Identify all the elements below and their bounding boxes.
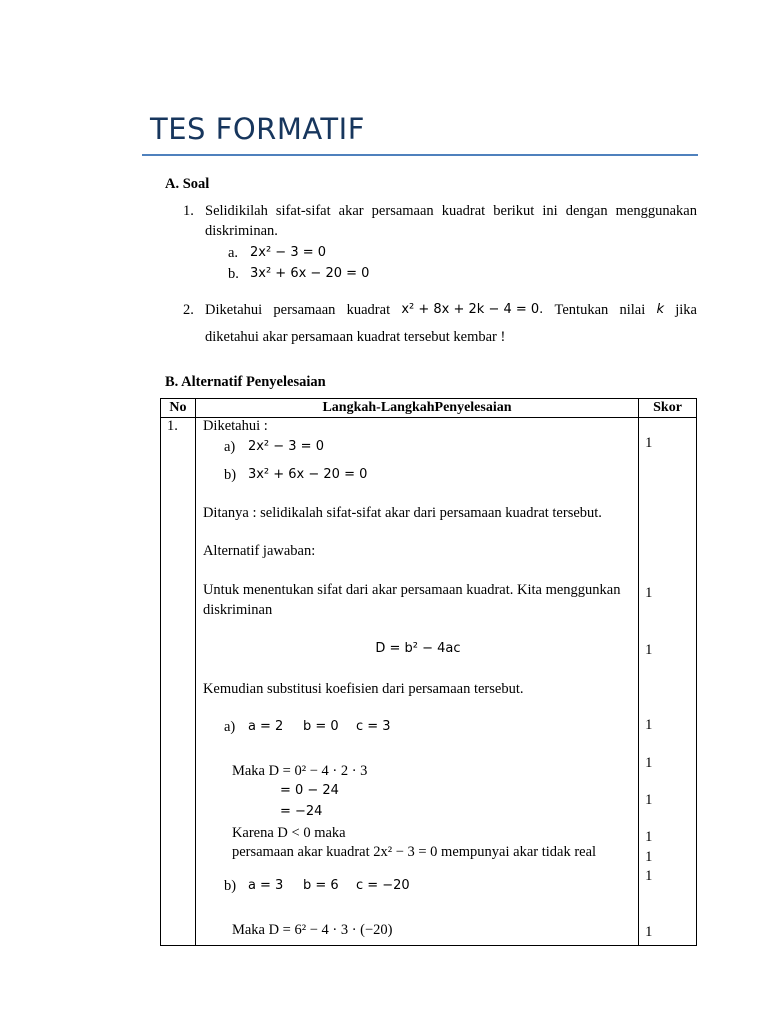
q2-number: 2.: [183, 302, 194, 318]
score-value: 1: [645, 829, 653, 845]
discriminant-formula: D = b² − 4ac: [375, 641, 461, 656]
case-a-coeff-a: a = 2: [247, 719, 284, 734]
q1b-expression: 3x² + 6x − 20 = 0: [250, 266, 370, 281]
q2-equation: x² + 8x + 2k − 4 = 0.: [401, 302, 544, 317]
row1-number: 1.: [167, 418, 178, 434]
known-label: Diketahui :: [202, 418, 268, 434]
score-value: 1: [645, 849, 653, 865]
row1-steps-cell: [195, 418, 638, 946]
q2-text-line1: [205, 302, 697, 319]
score-value: 1: [645, 435, 653, 451]
q1a-label: a.: [228, 245, 239, 261]
case-b-coeff-b: b = 6: [302, 878, 339, 893]
case-b-coeff-c: c = −20: [355, 878, 410, 893]
score-value: 1: [645, 585, 653, 601]
score-value: 1: [645, 924, 653, 940]
title-underline: [142, 154, 698, 156]
case-a-label: a): [223, 719, 236, 735]
solution-table: [160, 398, 697, 946]
q1-number: 1.: [183, 203, 194, 219]
method-text-line2: diskriminan: [202, 602, 273, 618]
q2-word: kuadrat: [346, 302, 391, 318]
known-a-label: a): [223, 439, 236, 455]
known-a-expression: 2x² − 3 = 0: [247, 439, 324, 454]
header-no: No: [161, 399, 196, 418]
case-a-calc-line3: = −24: [279, 804, 323, 819]
section-b-heading: B. Alternatif Penyelesaian: [165, 374, 326, 390]
row1-no-cell: [161, 418, 196, 946]
q1-text-line1: Selidikilah sifat-sifat akar persamaan kuadrat berikut ini dengan menggunakan: [205, 203, 697, 219]
q2-word: persamaan: [273, 302, 336, 318]
header-score: Skor: [639, 399, 697, 418]
q2-word: Diketahui: [205, 302, 263, 318]
because-text: Karena D < 0 maka: [231, 825, 346, 841]
substitution-text: Kemudian substitusi koefisien dari persamaan tersebut.: [202, 681, 524, 697]
q2-word: jika: [675, 302, 697, 318]
q2-text-line2: diketahui akar persamaan kuadrat tersebut kembar !: [205, 329, 506, 345]
case-b-calc-line1: Maka D = 6² − 4 · 3 · (−20): [231, 922, 393, 938]
alternative-answer-label: Alternatif jawaban:: [202, 543, 316, 559]
q2-variable-k: k: [656, 302, 665, 317]
known-b-label: b): [223, 467, 237, 483]
q1-text-line2: diskriminan.: [205, 223, 278, 239]
case-a-coeff-c: c = 3: [355, 719, 391, 734]
q1b-label: b.: [228, 266, 239, 282]
case-a-calc-line2: = 0 − 24: [279, 783, 339, 798]
section-a-heading: A. Soal: [165, 176, 210, 192]
known-b-expression: 3x² + 6x − 20 = 0: [247, 467, 368, 482]
page-title: TES FORMATIF: [150, 112, 365, 146]
q2-word: Tentukan: [554, 302, 609, 318]
score-value: 1: [645, 755, 653, 771]
row1-score-cell: [639, 418, 697, 946]
asked-text: Ditanya : selidikalah sifat-sifat akar dari persamaan kuadrat tersebut.: [202, 505, 602, 521]
q1a-expression: 2x² − 3 = 0: [250, 245, 327, 260]
conclusion-text: persamaan akar kuadrat 2x² − 3 = 0 mempunyai akar tidak real: [231, 844, 597, 860]
score-value: 1: [645, 717, 653, 733]
method-text-line1: Untuk menentukan sifat dari akar persamaan kuadrat. Kita menggunkan: [202, 582, 621, 598]
q2-word: nilai: [619, 302, 646, 318]
case-a-calc-line1: Maka D = 0² − 4 · 2 · 3: [231, 763, 368, 779]
case-b-coeff-a: a = 3: [247, 878, 284, 893]
case-a-coeff-b: b = 0: [302, 719, 339, 734]
score-value: 1: [645, 868, 653, 884]
case-b-label: b): [223, 878, 237, 894]
header-steps: Langkah-LangkahPenyelesaian: [195, 399, 638, 418]
score-value: 1: [645, 792, 653, 808]
score-value: 1: [645, 642, 653, 658]
